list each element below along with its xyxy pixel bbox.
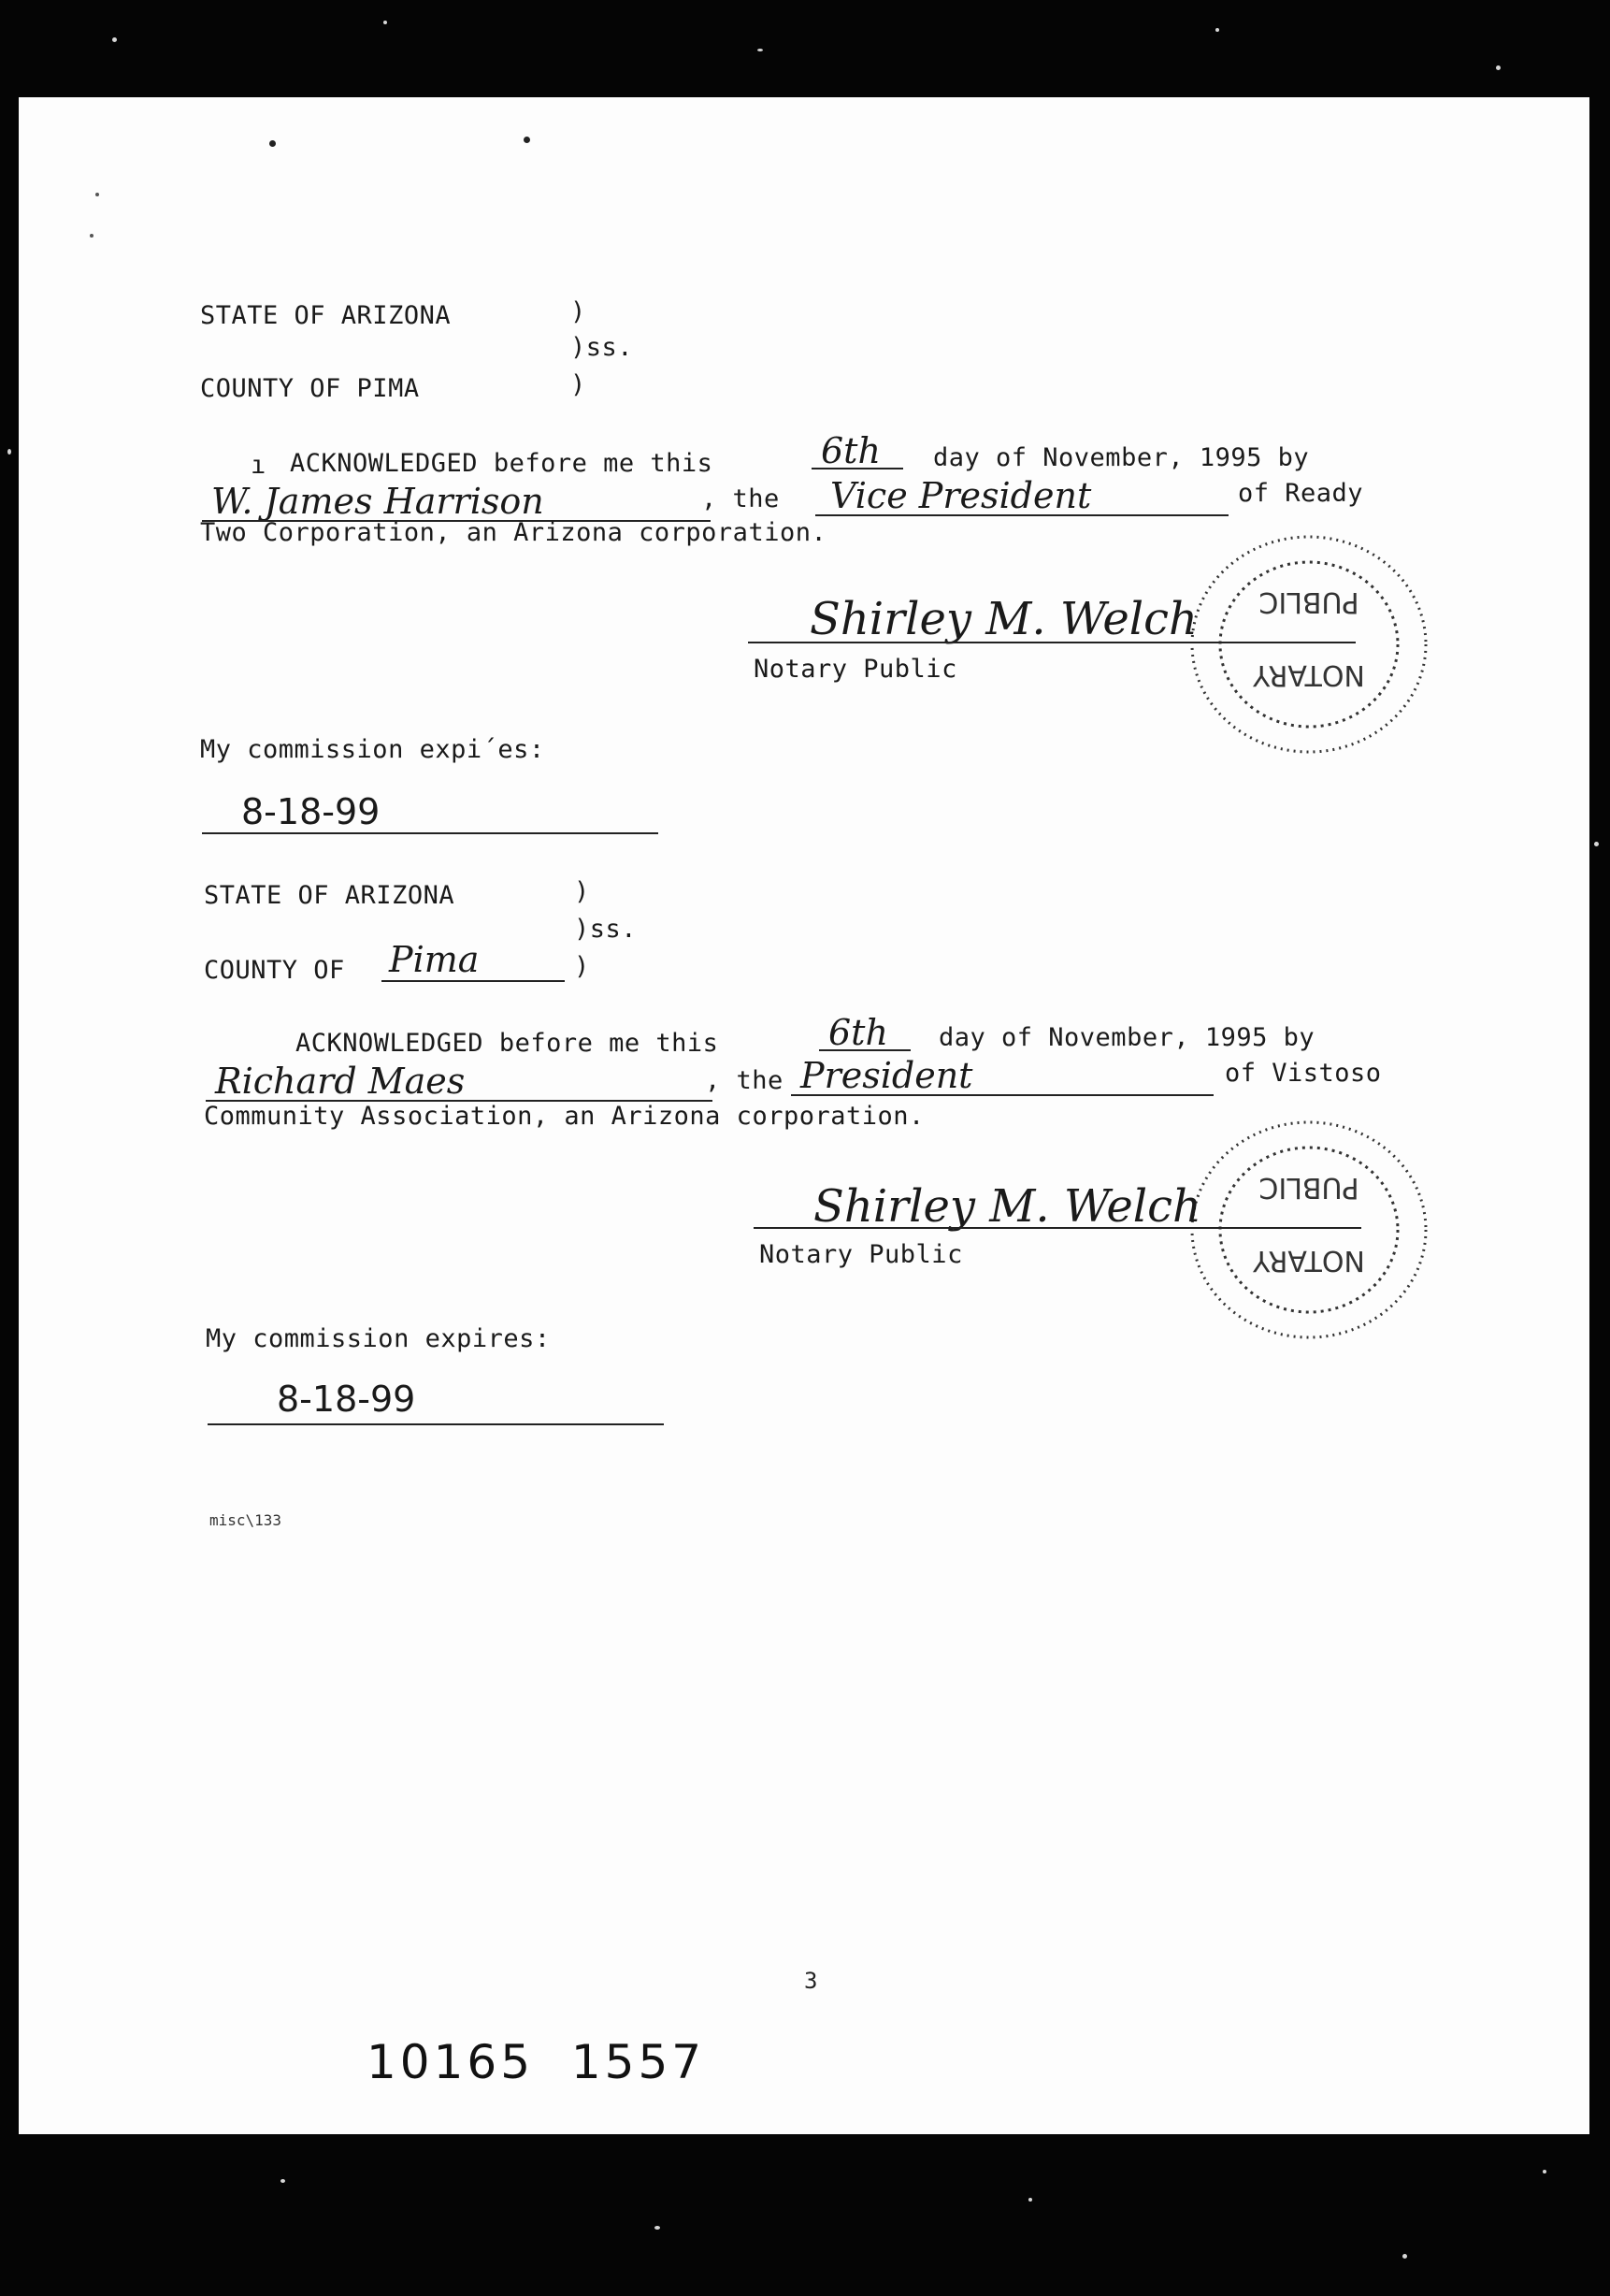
scan-dot <box>90 234 93 238</box>
notary-label-2: Notary Public <box>759 1240 963 1269</box>
org-line-2: Community Association, an Arizona corporation. <box>204 1102 925 1131</box>
scan-speck <box>383 21 387 24</box>
scan-speck <box>112 37 117 42</box>
scan-speck <box>1543 2170 1546 2173</box>
paren-2: ) <box>570 370 586 399</box>
of-org-2: of Vistoso <box>1225 1059 1382 1088</box>
state-line-2: STATE OF ARIZONA <box>204 881 455 910</box>
state-line-1: STATE OF ARIZONA <box>200 301 452 330</box>
scan-speck <box>1496 65 1501 70</box>
paren-4: ) <box>574 952 590 981</box>
name-handwritten-2: Richard Maes <box>215 1061 466 1102</box>
page-number: 3 <box>804 1968 818 1994</box>
scan-speck <box>1594 842 1599 846</box>
scan-dot <box>269 140 276 147</box>
commission-date-2: 8-18-99 <box>277 1379 416 1420</box>
paren-1: ) <box>570 297 586 326</box>
county-handwritten-2: Pima <box>389 939 480 980</box>
title-blank-1 <box>815 514 1229 516</box>
commission-blank-2 <box>208 1423 664 1425</box>
scan-speck <box>757 49 763 51</box>
svg-text:PUBLIC: PUBLIC <box>1258 1171 1359 1204</box>
scan-speck <box>280 2179 285 2183</box>
commission-label-2: My commission expires: <box>206 1324 551 1353</box>
commission-date-1: 8-18-99 <box>241 791 381 832</box>
scan-speck <box>1028 2198 1032 2202</box>
svg-text:NOTARY: NOTARY <box>1253 1244 1365 1277</box>
the-1: , the <box>701 484 780 513</box>
county-line-1: COUNTY OF PIMA <box>200 374 420 403</box>
ack-mid-1: day of November, 1995 by <box>933 443 1310 472</box>
of-org-1: of Ready <box>1238 479 1364 508</box>
signature-1: Shirley M. Welch <box>810 593 1198 645</box>
notary-label-1: Notary Public <box>754 655 957 684</box>
ack-mid-2: day of November, 1995 by <box>939 1023 1315 1052</box>
scan-speck <box>1402 2254 1407 2259</box>
bates-number: 10165 1557 <box>367 2035 706 2089</box>
ss-2: )ss. <box>574 915 638 944</box>
file-reference: misc\133 <box>209 1511 282 1529</box>
title-handwritten-1: Vice President <box>830 475 1092 516</box>
the-2: , the <box>705 1066 783 1095</box>
title-handwritten-2: President <box>800 1055 973 1096</box>
signature-line-1 <box>748 642 1356 643</box>
day-handwritten-1: 6th <box>821 430 881 471</box>
paren-3: ) <box>574 877 590 906</box>
day-blank-1 <box>812 468 903 469</box>
ack-start-1: ACKNOWLEDGED before me this <box>290 449 713 478</box>
title-blank-2 <box>791 1094 1214 1096</box>
ss-1: )ss. <box>570 333 634 362</box>
scan-speck <box>654 2226 660 2230</box>
day-blank-2 <box>819 1049 911 1051</box>
bullet-mark: ı <box>251 451 266 480</box>
name-handwritten-1: W. James Harrison <box>211 481 544 522</box>
notary-seal-icon <box>1178 1113 1440 1347</box>
scan-speck <box>7 449 11 455</box>
day-handwritten-2: 6th <box>828 1012 888 1053</box>
svg-text:PUBLIC: PUBLIC <box>1258 585 1359 618</box>
county-line-2: COUNTY OF <box>204 956 345 985</box>
signature-line-2 <box>754 1227 1361 1229</box>
scan-dot <box>524 137 530 143</box>
document-page <box>19 97 1589 2134</box>
scan-dot <box>95 193 99 196</box>
commission-label-1: My commission expi´es: <box>200 735 545 764</box>
ack-start-2: ACKNOWLEDGED before me this <box>295 1029 719 1058</box>
county-blank-2 <box>381 980 565 982</box>
commission-blank-1 <box>202 832 658 834</box>
scan-speck <box>1215 28 1219 32</box>
org-line-1: Two Corporation, an Arizona corporation. <box>200 518 827 547</box>
signature-2: Shirley M. Welch <box>813 1180 1201 1233</box>
notary-seal-icon <box>1178 527 1440 761</box>
svg-text:NOTARY: NOTARY <box>1253 658 1365 691</box>
